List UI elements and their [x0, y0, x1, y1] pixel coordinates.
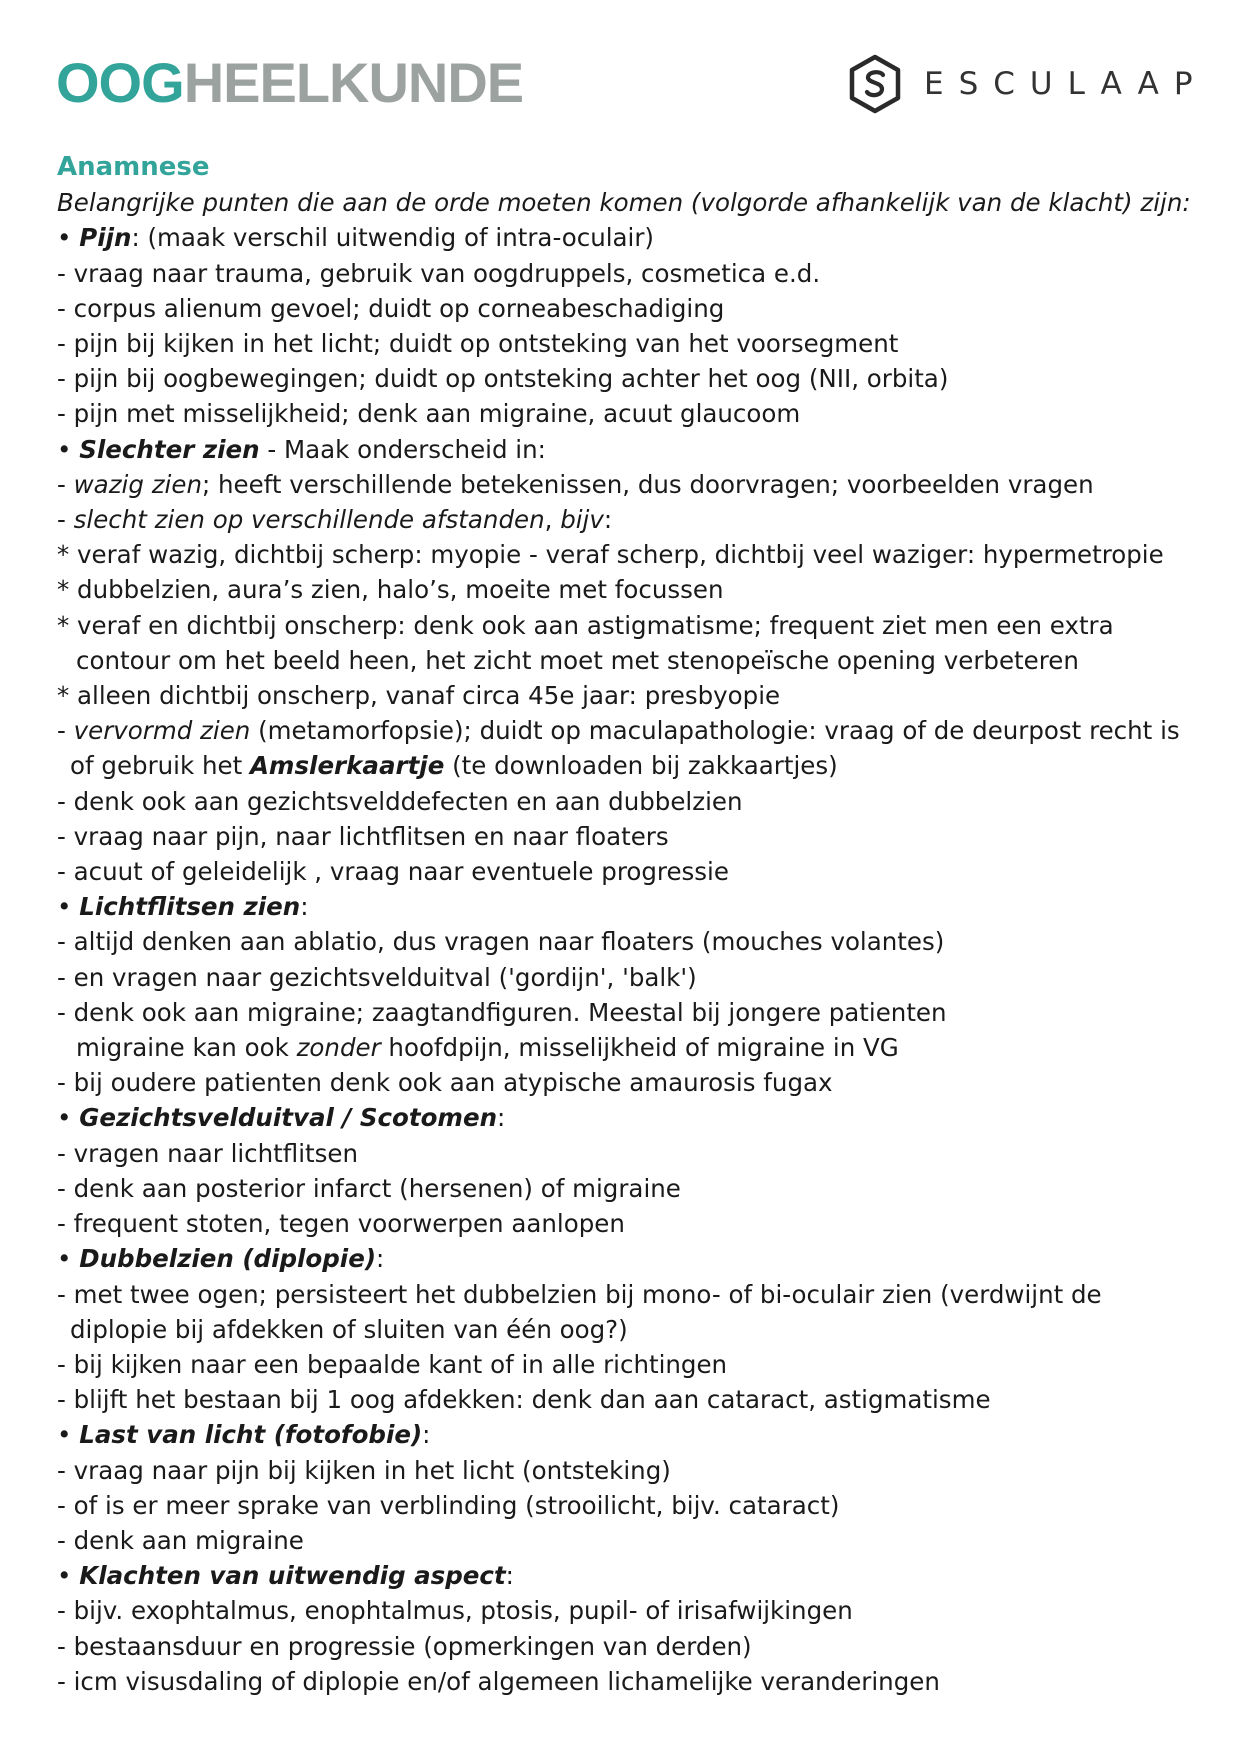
text-segment: - pijn bij kijken in het licht; duidt op ontsteking van het voorsegment — [57, 329, 899, 359]
text-segment: (te downloaden bij zakkaartjes) — [444, 751, 838, 781]
section-intro: Belangrijke punten die aan de orde moeten komen (volgorde afhankelijk van de klacht) zijn: — [57, 188, 1191, 218]
text-segment: - Maak onderscheid in: — [259, 434, 546, 464]
text-segment: : — [603, 505, 613, 535]
topic-heading — [57, 1100, 1187, 1135]
text-segment: : — [422, 1420, 431, 1450]
topic-heading — [57, 889, 1187, 924]
esculaap-logo-icon — [848, 54, 902, 114]
list-item — [57, 1277, 1187, 1312]
text-segment: - — [57, 505, 74, 535]
text-segment: : — [497, 1103, 506, 1133]
sub-item — [57, 537, 1187, 572]
emphasis-term: Klachten van uitwendig aspect — [79, 1561, 506, 1591]
main-content — [57, 150, 1191, 1699]
text-segment: contour om het beeld heen, het zicht moet met stenopeïsche opening verbeteren — [76, 645, 1079, 675]
list-item — [57, 291, 1187, 326]
text-segment: * alleen dichtbij onscherp, vanaf circa 45e jaar: presbyopie — [57, 681, 781, 711]
text-segment: : (maak verschil uitwendig of intra-oculair) — [131, 223, 654, 253]
page-header — [0, 0, 1240, 140]
text-segment: - denk aan migraine — [57, 1525, 304, 1555]
text-segment: • — [57, 1103, 80, 1133]
text-segment: - vraag naar pijn, naar lichtflitsen en naar floaters — [57, 821, 669, 851]
brand-name: ESCULAAP — [924, 66, 1208, 102]
text-segment: - met twee ogen; persisteert het dubbelzien bij mono- of bi-oculair zien (verdwijnt de — [57, 1279, 1102, 1309]
text-segment: • — [57, 434, 80, 464]
emphasis-term: Last van licht (fotofobie) — [79, 1420, 423, 1450]
continuation-line — [57, 643, 1187, 678]
text-segment: diplopie bij afdekken of sluiten van één oog?) — [70, 1314, 628, 1344]
text-segment: migraine kan ook — [76, 1033, 297, 1063]
text-segment: hoofdpijn, misselijkheid of migraine in VG — [380, 1033, 899, 1063]
list-item — [57, 1593, 1187, 1628]
text-segment: - of is er meer sprake van verblinding (strooilicht, bijv. cataract) — [57, 1490, 840, 1520]
text-segment: * veraf wazig, dichtbij scherp: myopie - veraf scherp, dichtbij veel waziger: hypermetropie — [57, 540, 1164, 570]
list-item — [57, 467, 1187, 502]
list-item — [57, 256, 1187, 291]
text-segment: : — [505, 1561, 514, 1591]
text-segment: - vragen naar lichtflitsen — [57, 1138, 358, 1168]
text-segment: • — [57, 1561, 80, 1591]
list-item — [57, 1206, 1187, 1241]
topic-heading — [57, 432, 1187, 467]
italic-term: vervormd zien — [73, 716, 251, 746]
topic-heading — [57, 220, 1187, 255]
text-segment: • — [57, 223, 80, 253]
list-item — [57, 713, 1187, 748]
topic-heading — [57, 1417, 1187, 1452]
italic-term: zonder — [296, 1033, 381, 1063]
continuation-line — [57, 1030, 1187, 1065]
emphasis-term: Slechter zien — [79, 434, 260, 464]
text-segment: - — [57, 469, 74, 499]
text-segment: : — [376, 1244, 385, 1274]
text-segment: of gebruik het — [70, 751, 250, 781]
text-segment: - — [57, 716, 74, 746]
list-item — [57, 784, 1187, 819]
list-item — [57, 1171, 1187, 1206]
emphasis-term: Amslerkaartje — [249, 751, 445, 781]
list-item — [57, 326, 1187, 361]
list-item — [57, 960, 1187, 995]
text-segment: - pijn bij oogbewegingen; duidt op ontsteking achter het oog (NII, orbita) — [57, 364, 949, 394]
italic-term: bijv — [560, 505, 604, 535]
text-segment: - bijv. exophtalmus, enophtalmus, ptosis, pupil- of irisafwijkingen — [57, 1596, 853, 1626]
list-item — [57, 819, 1187, 854]
text-segment: - denk aan posterior infarct (hersenen) of migraine — [57, 1173, 681, 1203]
list-item — [57, 1523, 1187, 1558]
brand — [848, 54, 1208, 114]
text-segment: - pijn met misselijkheid; denk aan migraine, acuut glaucoom — [57, 399, 801, 429]
text-segment: - bij kijken naar een bepaalde kant of in alle richtingen — [57, 1349, 728, 1379]
text-segment: - altijd denken aan ablatio, dus vragen naar floaters (mouches volantes) — [57, 927, 945, 957]
list-item — [57, 1136, 1187, 1171]
emphasis-term: Pijn — [79, 223, 132, 253]
anamnese-list — [57, 220, 1187, 1699]
text-segment: - denk ook aan gezichtsvelddefecten en aan dubbelzien — [57, 786, 743, 816]
text-segment: , — [544, 505, 561, 535]
text-segment: - vraag naar trauma, gebruik van oogdruppels, cosmetica e.d. — [57, 258, 821, 288]
text-segment: - bestaansduur en progressie (opmerkingen van derden) — [57, 1631, 752, 1661]
text-segment: * dubbelzien, aura’s zien, halo’s, moeite met focussen — [57, 575, 724, 605]
section-title: Anamnese — [57, 152, 210, 182]
text-segment: • — [57, 892, 80, 922]
list-item — [57, 1065, 1187, 1100]
list-item — [57, 1664, 1187, 1699]
list-item — [57, 396, 1187, 431]
emphasis-term: Gezichtsvelduitval / Scotomen — [79, 1103, 498, 1133]
text-segment: ; heeft verschillende betekenissen, dus doorvragen; voorbeelden vragen — [201, 469, 1094, 499]
list-item — [57, 1347, 1187, 1382]
text-segment: - corpus alienum gevoel; duidt op corneabeschadiging — [57, 293, 725, 323]
text-segment: * veraf en dichtbij onscherp: denk ook aan astigmatisme; frequent ziet men een extra — [57, 610, 1114, 640]
italic-term: slecht zien op verschillende afstanden — [73, 505, 545, 535]
italic-term: wazig zien — [73, 469, 202, 499]
list-item — [57, 1382, 1187, 1417]
emphasis-term: Lichtflitsen zien — [79, 892, 301, 922]
title-part-oog: OOG — [56, 51, 184, 114]
page-title — [56, 48, 523, 118]
text-segment: • — [57, 1244, 80, 1274]
text-segment: - vraag naar pijn bij kijken in het licht (ontsteking) — [57, 1455, 671, 1485]
list-item — [57, 502, 1187, 537]
text-segment: - bij oudere patienten denk ook aan atypische amaurosis fugax — [57, 1068, 833, 1098]
continuation-line — [57, 1312, 1187, 1347]
title-part-heelkunde: HEELKUNDE — [183, 51, 524, 114]
sub-item — [57, 678, 1187, 713]
text-segment: • — [57, 1420, 80, 1450]
text-segment: - blijft het bestaan bij 1 oog afdekken: denk dan aan cataract, astigmatisme — [57, 1385, 991, 1415]
list-item — [57, 361, 1187, 396]
list-item — [57, 1488, 1187, 1523]
text-segment: - en vragen naar gezichtsvelduitval ('gordijn', 'balk') — [57, 962, 697, 992]
sub-item — [57, 608, 1187, 643]
sub-item — [57, 572, 1187, 607]
topic-heading — [57, 1241, 1187, 1276]
text-segment: - icm visusdaling of diplopie en/of algemeen lichamelijke veranderingen — [57, 1666, 940, 1696]
list-item — [57, 995, 1187, 1030]
text-segment: - frequent stoten, tegen voorwerpen aanlopen — [57, 1209, 625, 1239]
list-item — [57, 924, 1187, 959]
text-segment: - acuut of geleidelijk , vraag naar eventuele progressie — [57, 857, 729, 887]
topic-heading — [57, 1558, 1187, 1593]
emphasis-term: Dubbelzien (diplopie) — [79, 1244, 377, 1274]
text-segment: (metamorfopsie); duidt op maculapathologie: vraag of de deurpost recht is — [250, 716, 1180, 746]
list-item — [57, 1453, 1187, 1488]
text-segment: - denk ook aan migraine; zaagtandfiguren. Meestal bij jongere patienten — [57, 997, 947, 1027]
continuation-line — [57, 748, 1187, 783]
list-item — [57, 1629, 1187, 1664]
text-segment: : — [300, 892, 309, 922]
list-item — [57, 854, 1187, 889]
